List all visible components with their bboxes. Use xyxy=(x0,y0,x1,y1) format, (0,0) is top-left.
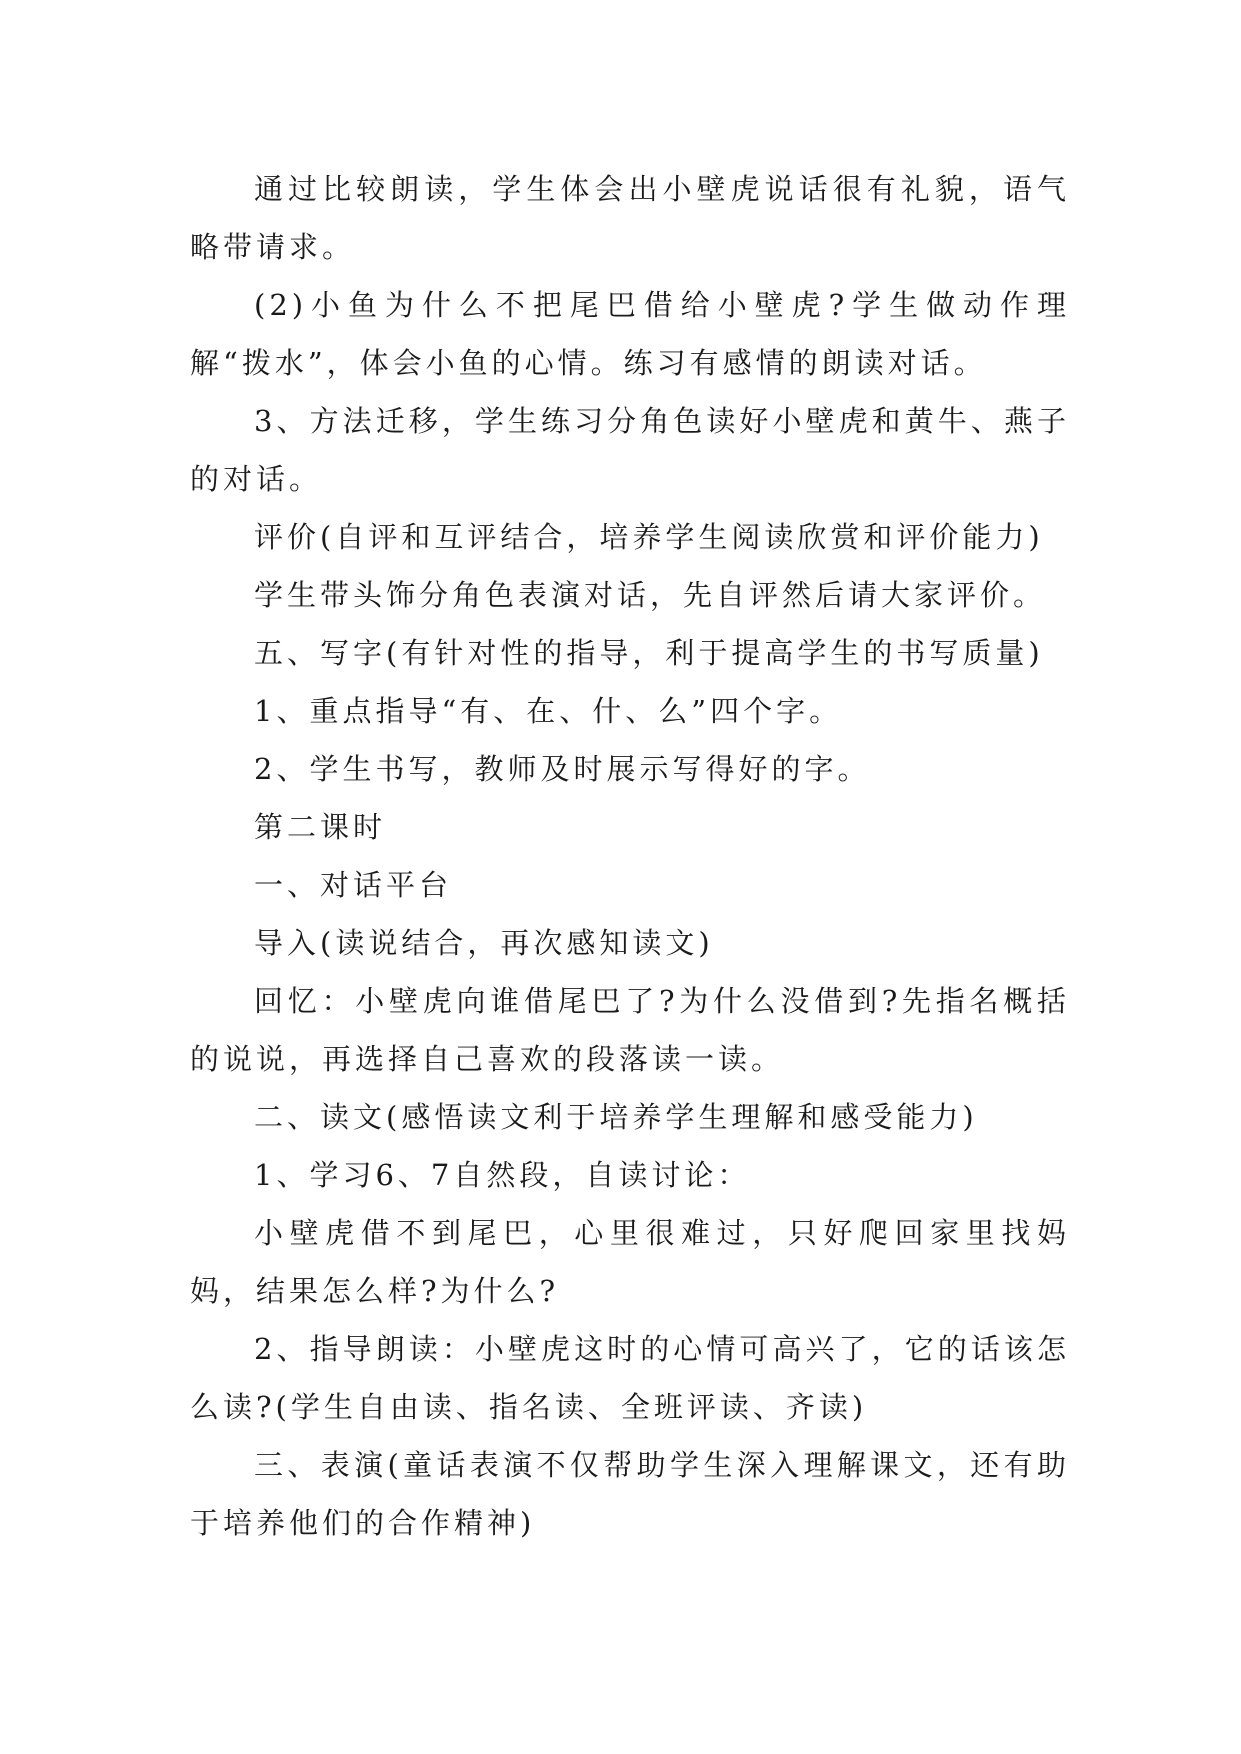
paragraph: 导入(读说结合，再次感知读文) xyxy=(254,926,714,960)
document-body xyxy=(190,160,1070,1552)
paragraph: 三、表演(童话表演不仅帮助学生深入理解课文，还有助于培养他们的合作精神) xyxy=(190,1448,1070,1540)
paragraph: 1、重点指导“有、在、什、么”四个字。 xyxy=(254,694,843,728)
paragraph: 3、方法迁移，学生练习分角色读好小壁虎和黄牛、燕子的对话。 xyxy=(190,404,1070,496)
paragraph: 小壁虎借不到尾巴，心里很难过，只好爬回家里找妈妈，结果怎么样?为什么? xyxy=(190,1216,1070,1308)
paragraph: 1、学习6、7自然段，自读讨论： xyxy=(254,1158,751,1192)
paragraph: 2、学生书写，教师及时展示写得好的字。 xyxy=(254,752,871,786)
paragraph: (2)小鱼为什么不把尾巴借给小壁虎?学生做动作理解“拨水”，体会小鱼的心情。练习有感情的朗读对话。 xyxy=(190,288,1070,380)
paragraph: 2、指导朗读：小壁虎这时的心情可高兴了，它的话该怎么读?(学生自由读、指名读、全班评读、齐读) xyxy=(190,1332,1070,1424)
paragraph: 通过比较朗读，学生体会出小壁虎说话很有礼貌，语气略带请求。 xyxy=(190,172,1070,264)
paragraph: 评价(自评和互评结合，培养学生阅读欣赏和评价能力) xyxy=(254,520,1044,554)
paragraph: 二、读文(感悟读文利于培养学生理解和感受能力) xyxy=(254,1100,978,1134)
paragraph: 一、对话平台 xyxy=(254,868,453,902)
paragraph: 五、写字(有针对性的指导，利于提高学生的书写质量) xyxy=(254,636,1044,670)
section-heading: 第二课时 xyxy=(254,810,387,844)
paragraph: 回忆：小壁虎向谁借尾巴了?为什么没借到?先指名概括的说说，再选择自己喜欢的段落读一读。 xyxy=(190,984,1070,1076)
paragraph: 学生带头饰分角色表演对话，先自评然后请大家评价。 xyxy=(254,578,1047,612)
